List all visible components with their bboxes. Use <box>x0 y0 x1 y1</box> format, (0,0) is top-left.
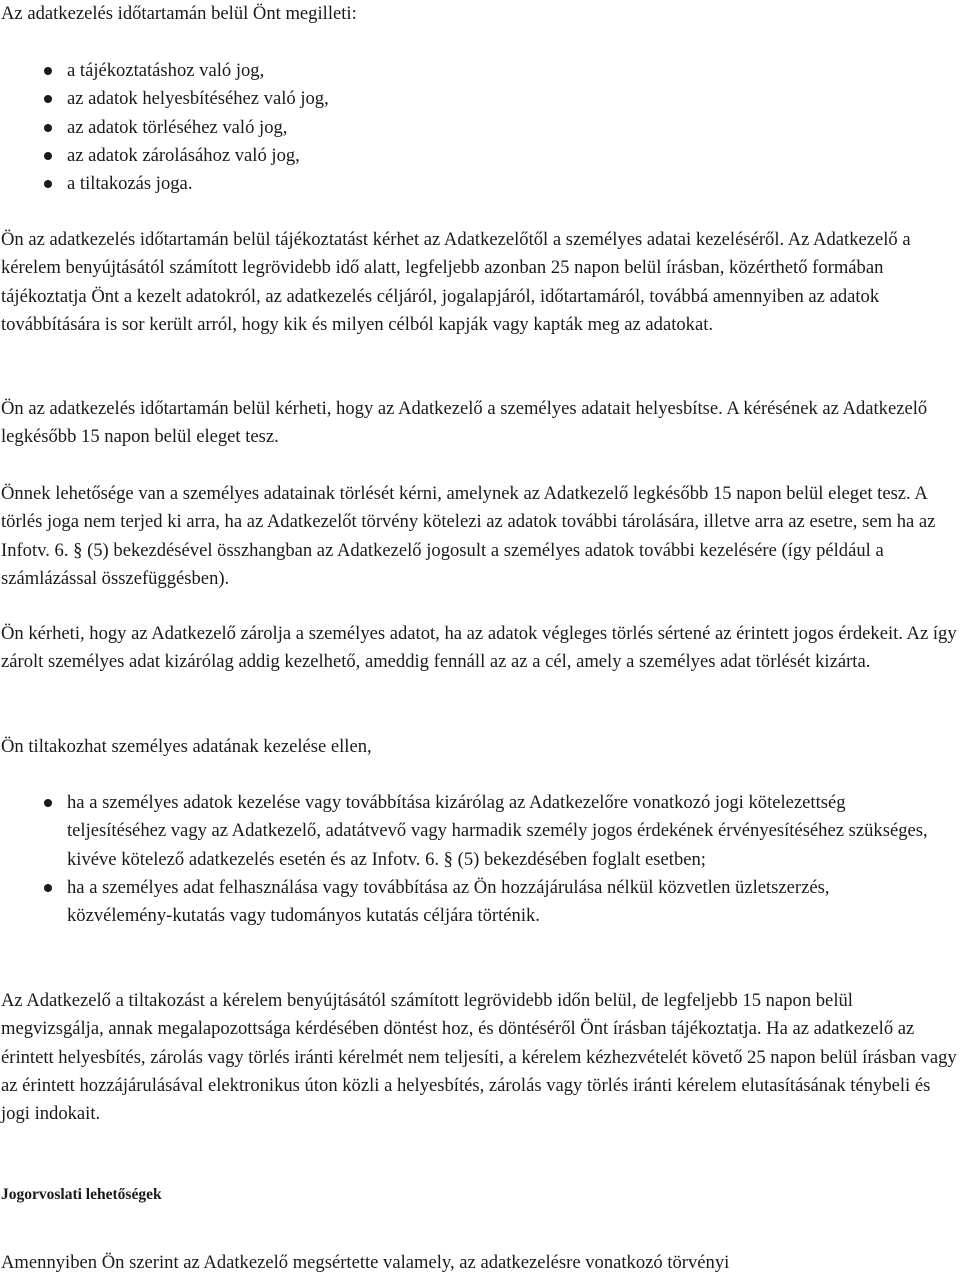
list-item: ha a személyes adatok kezelése vagy továbbítása kizárólag az Adatkezelőre vonatkozó jogi kötelezettség teljesítéséhez vagy az Adatkezelő, adatátvevő vagy harmadik személy jogos érdekének érvényesítéséhez szükséges, kivéve kötelező adatkezelés esetén és az Infotv. 6. § (5) bekezdésében foglalt esetben; <box>0 789 930 874</box>
paragraph-rectification: Ön az adatkezelés időtartamán belül kérheti, hogy az Adatkezelő a személyes adatait helyesbítse. A kérésének az Adatkezelő legkésőbb 15 napon belül eleget tesz. <box>1 398 928 448</box>
bullet-icon <box>44 152 52 160</box>
bullet-icon <box>44 180 52 188</box>
list-item: a tájékoztatáshoz való jog, <box>0 57 930 85</box>
rights-list <box>0 57 930 198</box>
list-item: ha a személyes adat felhasználása vagy továbbítása az Ön hozzájárulása nélkül közvetlen üzletszerzés, közvélemény-kutatás vagy tudományos kutatás céljára történik. <box>0 874 930 931</box>
list-item: a tiltakozás joga. <box>0 170 930 198</box>
bullet-icon <box>44 124 52 132</box>
paragraph-erasure: Önnek lehetősége van a személyes adatainak törlését kérni, amelynek az Adatkezelő legkésőbb 15 napon belül eleget tesz. A törlés joga nem terjed ki arra, ha az Adatkezelőt törvény kötelezi az adatok további tárolására, illetve arra az esetre, sem ha az Infotv. 6. § (5) bekezdésével összhangban az Adatkezelő jogosult a személyes adatok további kezelésére (így például a számlázással összefüggésben). <box>1 483 936 589</box>
objection-list <box>0 789 930 930</box>
paragraph-objection-intro: Ön tiltakozhat személyes adatának kezelése ellen, <box>1 736 372 757</box>
closing-paragraph: Amennyiben Ön szerint az Adatkezelő megsértette valamely, az adatkezelésre vonatkozó törvényi <box>1 1252 730 1273</box>
bullet-icon <box>44 884 52 892</box>
bullet-icon <box>44 799 52 807</box>
list-item: az adatok zárolásához való jog, <box>0 142 930 170</box>
paragraph-objection-response: Az Adatkezelő a tiltakozást a kérelem benyújtásától számított legrövidebb időn belül, de legfeljebb 15 napon belül megvizsgálja, annak megalapozottsága kérdésében döntést hoz, és döntéséről Önt írásban tájékoztatja. Ha az adatkezelő az érintett helyesbítés, zárolás vagy törlés iránti kérelmét nem teljesíti, a kérelem kézhezvételét követő 25 napon belül írásban vagy az érintett hozzájárulásával elektronikus úton közli a helyesbítés, zárolás vagy törlés iránti kérelem elutasításának ténybeli és jogi indokait. <box>1 990 957 1125</box>
list-item: az adatok törléséhez való jog, <box>0 114 930 142</box>
bullet-icon <box>44 67 52 75</box>
paragraph-information-right: Ön az adatkezelés időtartamán belül tájékoztatást kérhet az Adatkezelőtől a személyes adatai kezeléséről. Az Adatkezelő a kérelem benyújtásától számított legrövidebb idő alatt, legfeljebb azonban 25 napon belül írásban, közérthető formában tájékoztatja Önt a kezelt adatokról, az adatkezelés céljáról, jogalapjáról, időtartamáról, továbbá amennyiben az adatok továbbítására is sor került arról, hogy kik és milyen célból kapják vagy kapták meg az adatokat. <box>1 229 911 335</box>
section-heading: Jogorvoslati lehetőségek <box>1 1186 162 1203</box>
list-item: az adatok helyesbítéséhez való jog, <box>0 85 930 113</box>
paragraph-blocking: Ön kérheti, hogy az Adatkezelő zárolja a személyes adatot, ha az adatok végleges törlés sértené az érintett jogos érdekeit. Az így zárolt személyes adat kizárólag addig kezelhető, ameddig fennáll az az a cél, amely a személyes adat törlését kizárta. <box>1 623 957 673</box>
intro-text: Az adatkezelés időtartamán belül Önt megilleti: <box>1 3 357 24</box>
bullet-icon <box>44 95 52 103</box>
